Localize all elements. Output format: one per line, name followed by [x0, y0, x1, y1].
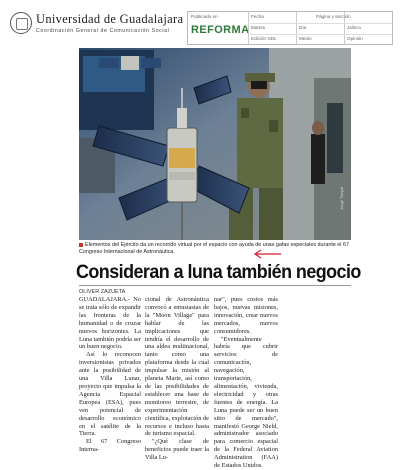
- institution-name: Universidad de Guadalajara: [36, 12, 184, 26]
- photo-caption-text: Elementos del Ejército da un recorrido virtual por el espacio con ayuda de unas gafas especiales durante el 67 Congreso Internacional de Astronáutica.: [79, 242, 350, 255]
- edition-label: Edición GDL: [251, 36, 277, 41]
- reforma-logo: REFORMA: [191, 24, 250, 36]
- weekday-label: Martes: [251, 25, 266, 30]
- article-column-1: [79, 296, 141, 454]
- article-column-2: [145, 296, 209, 462]
- media-label: Medio: [299, 36, 312, 41]
- column-1-paragraph: El 67 Congreso Interna-: [79, 438, 141, 454]
- column-1-paragraph: Así lo reconocen inversionistas privados ante la posibilidad de una Villa Lunar, proyecto que impulsa la Agencia Espacial Europea (ESA), pues ven potencial de desarrollo económico en el satélite de la Tierra.: [79, 351, 141, 438]
- column-3-paragraph: "Eventualmente habría que cubrir servicios de comunicación, navegación, transportación, alimentación, vivienda, electricidad y otras fuentes de energía. La Luna puede ser un buen sitio de mercado", manifestó George Nield, administrador asociado para comercio espacial de la Federal Aviation Administration (FAA) de Estados Unidos.: [214, 335, 278, 470]
- satellite-exhibit-illustration: [79, 48, 351, 240]
- extra-label: Opinión: [347, 36, 363, 41]
- photo-credit: Jorge Tlarpal: [339, 186, 344, 210]
- date-label: Fecha: [251, 14, 264, 19]
- photo-caption: [79, 242, 351, 256]
- article-column-3: [214, 296, 278, 470]
- column-2-paragraph: "¿Qué clase de beneficios puede traer la Villa Lu-: [145, 438, 209, 462]
- department-name: Coordinación General de Comunicación Social: [36, 28, 170, 34]
- article-photo: [79, 48, 351, 240]
- column-2-paragraph: cional de Astronáutica convocó a entusiastas de la "Moon Village" para hablar de las implicaciones que tendría el desarrollo de una aldea multinacional, tanto como una plataforma desde la cual impulsar la misión al planeta Marte, así como de las posibilidades de establecer una base de monitoreo terrestre, de experimentación científica, explotación de recursos e incluso hasta de turismo espacial.: [145, 296, 209, 438]
- headline-rule: [79, 285, 351, 286]
- caption-bullet-icon: [79, 243, 83, 247]
- column-1-paragraph: GUADALAJARA.- No se trata sólo de expandir las fronteras de la humanidad o de cruzar nuevos horizontes. La Luna también podría ser un buen negocio.: [79, 296, 141, 351]
- article-byline: OLIVER ZAZUETA: [79, 289, 126, 295]
- university-seal-icon: [10, 12, 32, 34]
- red-arrow-icon: [252, 249, 282, 259]
- publication-meta-box: [187, 11, 393, 45]
- article-headline: Consideran a luna también negocio: [76, 261, 361, 283]
- day-label: Día: [299, 25, 307, 30]
- section-label: Página y sección: [316, 14, 351, 19]
- note-label: Jalisco: [347, 25, 362, 30]
- published-label: Publicado en: [191, 14, 218, 19]
- column-3-paragraph: nar", pues costos más bajos, nuevas misiones, innovación, crear nuevos mercados, nuevos consumidores.: [214, 296, 278, 335]
